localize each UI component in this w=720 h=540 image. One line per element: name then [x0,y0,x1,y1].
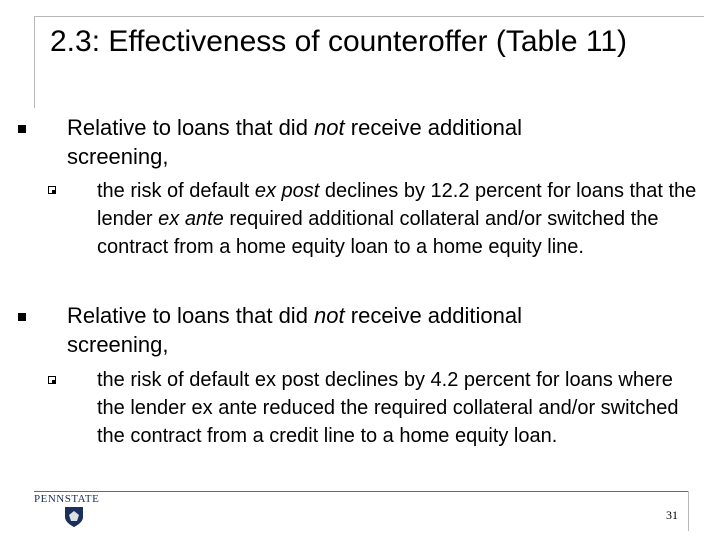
title-frame-top-rule [34,16,704,17]
sub-bullet-checkbox-icon [48,186,56,194]
footer-rule [34,491,688,492]
bullet-square-icon [18,313,26,321]
sub-bullet-text-2: the risk of default ex post declines by 4.2 percent for loans where the lender ex ante reduced the required collateral and/or switched the contract from a credit line to a home equity loan. [97,369,679,447]
slide-title: 2.3: Effectiveness of counteroffer (Table 11) [50,25,628,58]
sub-bullet-text-1-part: required additional collateral and/or switched the contract from a home equity loan to a home equity line. [97,208,659,258]
bullet-text-1 [67,113,627,171]
bullet-text-1-part: Relative to loans that did [67,115,315,140]
logo-wordmark: PENNSTATE [34,493,100,505]
shield-icon [64,506,84,528]
sub-bullet-text-1-emphasis: ex ante [158,208,224,230]
bullet-text-1-emphasis: not [314,115,345,140]
bullet-text-2-part: Relative to loans that did [67,303,315,328]
sub-bullet-text-1-part: the risk of default [97,180,255,202]
page-number: 31 [666,508,678,522]
bullet-square-icon [18,125,26,133]
sub-bullet-text-1-emphasis: ex post [254,180,320,202]
sub-bullet-text-1-part: declines by 12.2 percent for loans that the lender [97,180,697,230]
bullet-text-2-emphasis: not [314,303,345,328]
sub-bullet-checkbox-icon [48,376,56,384]
title-frame-left-rule [34,16,35,108]
bullet-text-2 [67,301,627,359]
bullet-text-2-part: receive additional screening, [67,303,522,357]
pennstate-logo [34,493,114,533]
sub-bullet-text-1 [97,177,697,261]
footer-right-rule [688,491,689,531]
bullet-text-1-part: receive additional screening, [67,115,522,169]
